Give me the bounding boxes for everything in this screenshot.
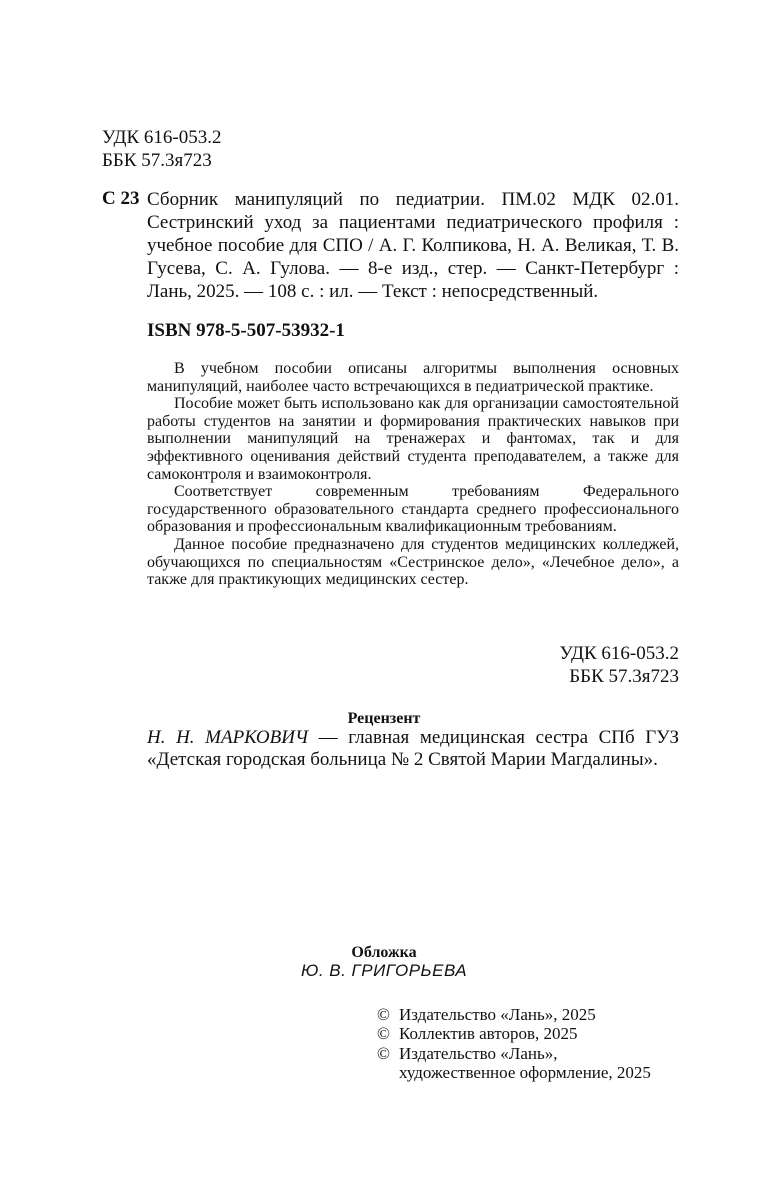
bbk-code: ББК 57.3я723 — [569, 666, 679, 687]
reviewer-heading: Рецензент — [347, 710, 421, 727]
author-code: С 23 — [102, 188, 140, 209]
cover-designer: Ю. В. ГРИГОРЬЕВА — [300, 961, 468, 980]
udk-code: УДК 616-053.2 — [102, 127, 222, 148]
annotation-paragraph: Пособие может быть использовано как для организации самостоятельной работы студентов на занятии и формирования практических навыков при выполнении манипуляций на тренажерах и фантомах, так и для эффективного оценивания действий студента преподавателем, а также для самоконтроля и взаимоконтроля. — [147, 395, 679, 483]
copyright-symbol: © — [377, 1005, 390, 1024]
copyright-line — [377, 1044, 651, 1063]
bibliographic-entry: Сборник манипуляций по педиатрии. ПМ.02 МДК 02.01. Сестринский уход за пациентами педиатрического профиля : учебное пособие для СПО / А. Г. Колпикова, Н. А. Великая, Т. В. Гусева, С. А. Гулова. — 8-е изд., стер. — Санкт-Петербург : Лань, 2025. — 108 с. : ил. — Текст : непосредственный. — [147, 189, 679, 302]
copyright-line — [377, 1005, 651, 1024]
copyright-symbol: © — [377, 1043, 390, 1063]
udk-bbk-top — [102, 126, 222, 172]
annotation — [147, 360, 679, 589]
copyright-text: Издательство «Лань», 2025 — [399, 1005, 596, 1024]
reviewer-description: — главная медицинская сестра СПб ГУЗ «Детская городская больница № 2 Святой Марии Магдалины». — [147, 727, 679, 770]
cover-heading: Обложка — [351, 944, 417, 961]
copyright-text: Коллектив авторов, 2025 — [399, 1024, 578, 1044]
bbk-code: ББК 57.3я723 — [102, 150, 212, 171]
annotation-paragraph: Соответствует современным требованиям Федерального государственного образовательного стандарта среднего профессионального образования и профессиональным квалификационным требованиям. — [147, 483, 679, 536]
copyright-line — [377, 1024, 651, 1043]
reviewer-text — [147, 727, 679, 771]
reviewer-name: Н. Н. МАРКОВИЧ — [147, 727, 309, 748]
udk-code: УДК 616-053.2 — [559, 643, 679, 664]
annotation-paragraph: Данное пособие предназначено для студентов медицинских колледжей, обучающихся по специальностям «Сестринское дело», «Лечебное дело», а также для практикующих медицинских сестер. — [147, 535, 679, 589]
annotation-paragraph: В учебном пособии описаны алгоритмы выполнения основных манипуляций, наиболее часто встречающихся в педиатрической практике. — [147, 360, 679, 395]
copyright-symbol: © — [377, 1024, 390, 1044]
udk-bbk-right — [520, 642, 679, 688]
copyright-text: Издательство «Лань», — [399, 1043, 558, 1063]
copyright-block — [377, 1005, 651, 1082]
copyright-continuation: художественное оформление, 2025 — [399, 1062, 651, 1082]
isbn: ISBN 978-5-507-53932-1 — [147, 320, 345, 341]
